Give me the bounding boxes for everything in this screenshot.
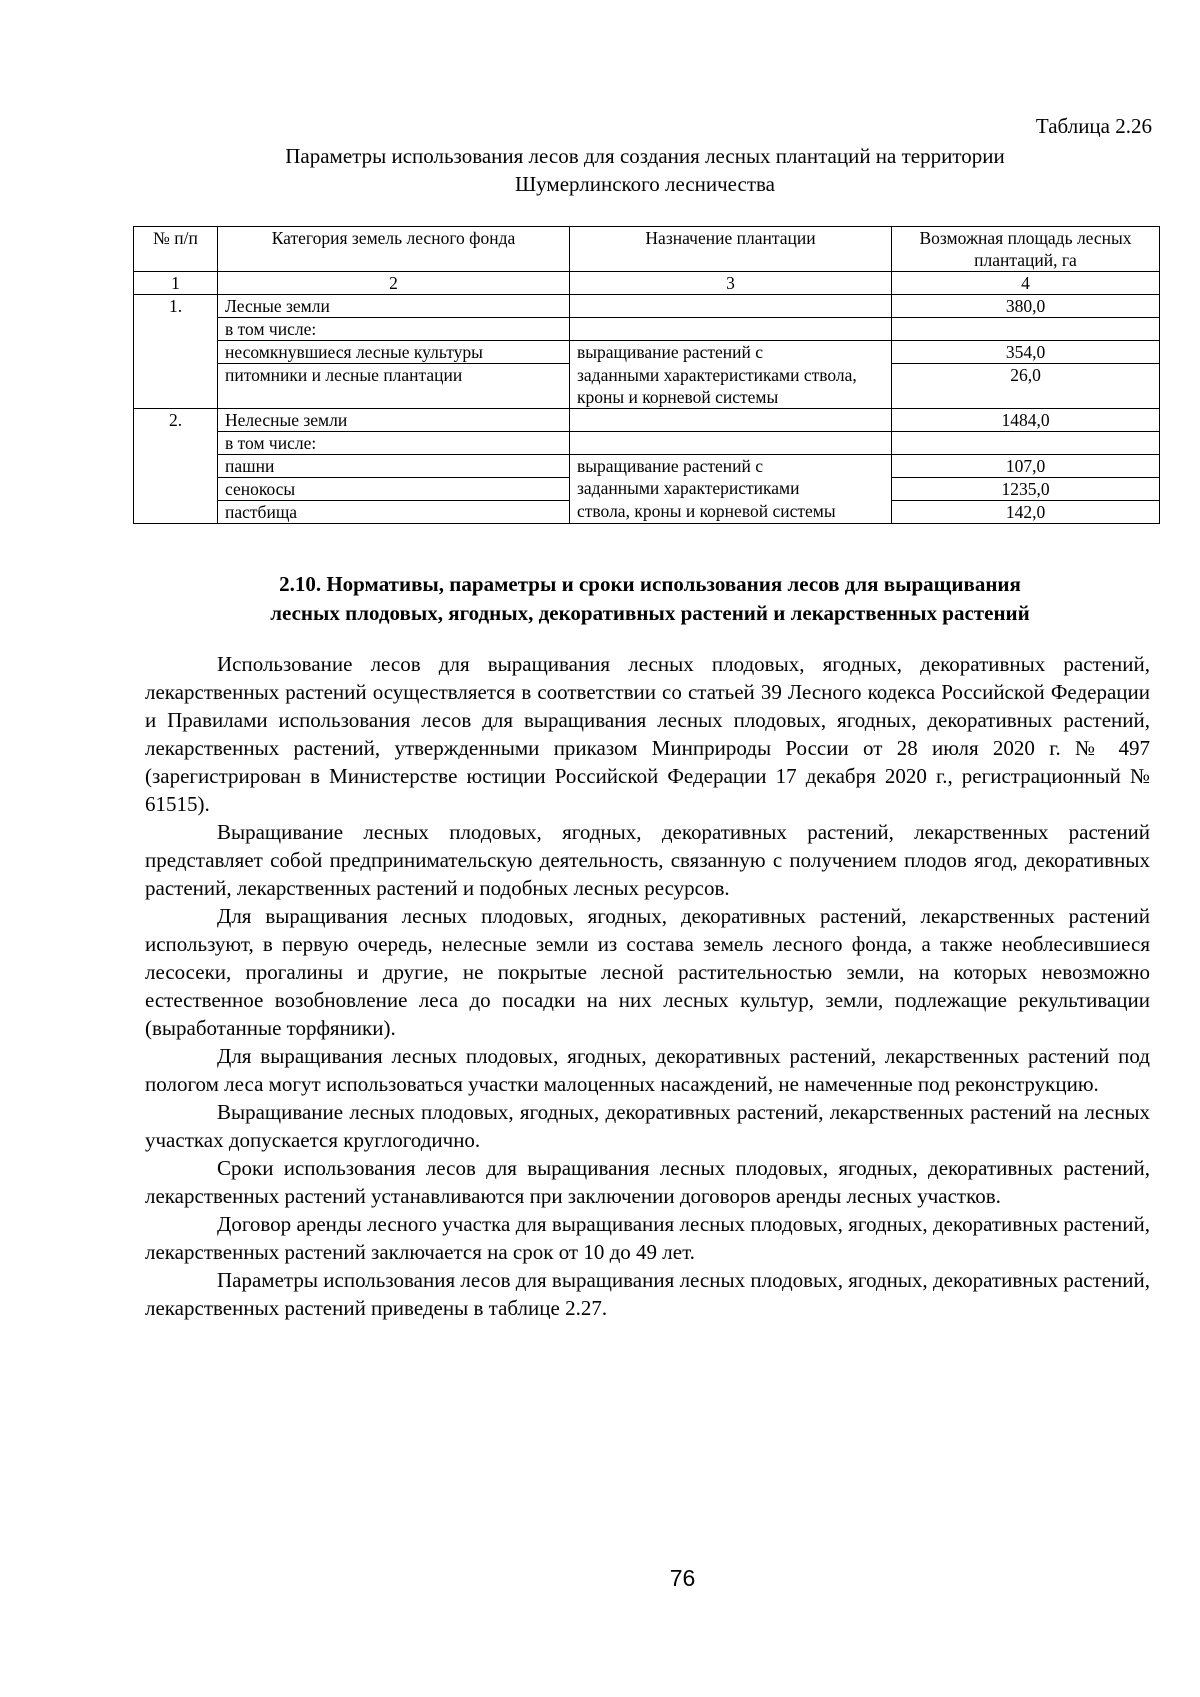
row-purpose <box>570 295 892 318</box>
row-purpose: заданными характеристиками <box>570 477 892 500</box>
row-area: 1235,0 <box>892 477 1160 500</box>
row-category: в том числе: <box>218 431 570 454</box>
section-heading <box>145 570 1155 628</box>
body-text <box>145 650 1150 1322</box>
table-numbering-row <box>134 272 1160 295</box>
table-row <box>134 500 1160 523</box>
table-row <box>134 408 1160 431</box>
row-area: 107,0 <box>892 454 1160 477</box>
table-caption-line: Шумерлинского лесничества <box>515 172 775 196</box>
header-cell: № п/п <box>134 227 218 272</box>
row-area: 354,0 <box>892 341 1160 364</box>
paragraph: Для выращивания лесных плодовых, ягодных, декоративных растений, лекарственных растений используют, в первую очередь, нелесные земли из состава земель лесного фонда, а также необлесившиеся лесосеки, прогалины и другие, не покрытые лесной растительностью земли, на которых невозможно естественное возобновление леса до посадки на них лесных культур, земли, подлежащие рекультивации (выработанные торфяники). <box>145 904 1150 1040</box>
row-category: сенокосы <box>218 477 570 500</box>
row-purpose: ствола, кроны и корневой системы <box>570 500 892 523</box>
row-area: 26,0 <box>892 364 1160 409</box>
row-category: пашни <box>218 454 570 477</box>
table-label: Таблица 2.26 <box>1035 114 1152 138</box>
section-heading-line: лесных плодовых, ягодных, декоративных растений и лекарственных растений <box>270 601 1030 625</box>
land-use-table <box>133 226 1160 524</box>
paragraph: Параметры использования лесов для выращивания лесных плодовых, ягодных, декоративных растений, лекарственных растений приведены в таблице 2.27. <box>145 1268 1150 1320</box>
row-area <box>892 318 1160 341</box>
paragraph: Договор аренды лесного участка для выращивания лесных плодовых, ягодных, декоративных растений, лекарственных растений заключается на срок от 10 до 49 лет. <box>145 1212 1150 1264</box>
row-purpose <box>570 408 892 431</box>
table-row <box>134 477 1160 500</box>
row-purpose: заданными характеристиками ствола, кроны и корневой системы <box>570 364 892 409</box>
row-category: Лесные земли <box>218 295 570 318</box>
row-number: 2. <box>134 408 218 523</box>
table-row <box>134 295 1160 318</box>
row-purpose <box>570 318 892 341</box>
row-category: питомники и лесные плантации <box>218 364 570 409</box>
paragraph: Выращивание лесных плодовых, ягодных, декоративных растений, лекарственных растений представляет собой предпринимательскую деятельность, связанную с получением плодов ягод, декоративных растений, лекарственных растений и подобных лесных ресурсов. <box>145 820 1150 900</box>
paragraph: Выращивание лесных плодовых, ягодных, декоративных растений, лекарственных растений на лесных участках допускается круглогодично. <box>145 1100 1150 1152</box>
table-row <box>134 318 1160 341</box>
numbering-cell: 3 <box>570 272 892 295</box>
row-purpose: выращивание растений с <box>570 454 892 477</box>
row-category: Нелесные земли <box>218 408 570 431</box>
table-caption-line: Параметры использования лесов для создания лесных плантаций на территории <box>285 144 1005 168</box>
table-row <box>134 431 1160 454</box>
numbering-cell: 1 <box>134 272 218 295</box>
table-row <box>134 364 1160 409</box>
header-cell: Категория земель лесного фонда <box>218 227 570 272</box>
table-caption <box>145 142 1145 198</box>
numbering-cell: 4 <box>892 272 1160 295</box>
row-area <box>892 431 1160 454</box>
paragraph: Для выращивания лесных плодовых, ягодных, декоративных растений, лекарственных растений под пологом леса могут использоваться участки малоценных насаждений, не намеченные под реконструкцию. <box>145 1044 1150 1096</box>
header-cell: Назначение плантации <box>570 227 892 272</box>
table-row <box>134 454 1160 477</box>
section-heading-line: 2.10. Нормативы, параметры и сроки использования лесов для выращивания <box>279 572 1021 596</box>
table-header-row <box>134 227 1160 272</box>
row-purpose: выращивание растений с <box>570 341 892 364</box>
paragraph: Сроки использования лесов для выращивания лесных плодовых, ягодных, декоративных растений, лекарственных растений устанавливаются при заключении договоров аренды лесных участков. <box>145 1156 1150 1208</box>
row-number: 1. <box>134 295 218 409</box>
header-cell: Возможная площадь лесных плантаций, га <box>892 227 1160 272</box>
row-category: в том числе: <box>218 318 570 341</box>
row-purpose <box>570 431 892 454</box>
table-row <box>134 341 1160 364</box>
paragraph: Использование лесов для выращивания лесных плодовых, ягодных, декоративных растений, лекарственных растений осуществляется в соответствии со статьей 39 Лесного кодекса Российской Федерации и Правилами использования лесов для выращивания лесных плодовых, ягодных, декоративных растений, лекарственных растений, утвержденными приказом Минприроды России от 28 июля 2020 г. № 497 (зарегистрирован в Министерстве юстиции Российской Федерации 17 декабря 2020 г., регистрационный № 61515). <box>145 652 1150 816</box>
row-area: 142,0 <box>892 500 1160 523</box>
row-area: 1484,0 <box>892 408 1160 431</box>
page-number: 76 <box>669 1565 696 1591</box>
row-category: несомкнувшиеся лесные культуры <box>218 341 570 364</box>
row-category: пастбища <box>218 500 570 523</box>
row-area: 380,0 <box>892 295 1160 318</box>
numbering-cell: 2 <box>218 272 570 295</box>
